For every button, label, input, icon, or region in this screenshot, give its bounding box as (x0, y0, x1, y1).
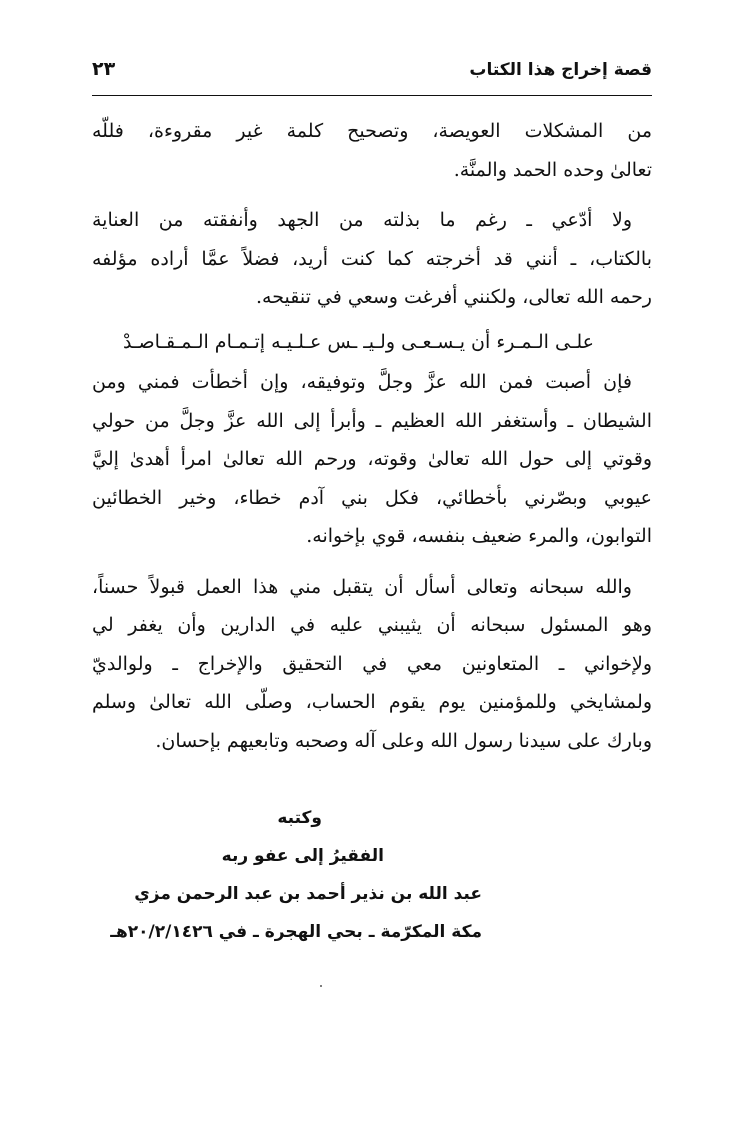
body-text (92, 112, 652, 772)
text-line: التوابون، والمرء ضعيف بنفسه، قوي بإخوانه. (306, 525, 652, 547)
text-line: ولا أدّعي ـ رغم ما بذلته من الجهد وأنفقته من العناية (92, 209, 632, 231)
signature-wrote: وكتبه (277, 808, 322, 828)
text-line: بالكتاب، ـ أنني قد أخرجته كما كنت أريد، فضلاً عمَّا أراده مؤلفه (92, 247, 652, 270)
signature-author-name: عبد الله بن نذير أحمد بن عبد الرحمن مزي (134, 884, 482, 904)
text-line: وقوتي إلى حول الله تعالىٰ وقوته، ورحم الله تعالىٰ امرأ أهدىٰ إليَّ (92, 448, 652, 470)
text-line: تعالىٰ وحده الحمد والمنَّة. (453, 158, 652, 181)
text-line: ولمشايخي وللمؤمنين يوم يقوم الحساب، وصلّى الله تعالىٰ وسلم (92, 691, 652, 713)
paragraph (92, 201, 652, 317)
text-line: عيوبي وبصّرني بأخطائي، فكل بني آدم خطاء، وخير الخطائين (92, 486, 652, 509)
text-line: رحمه الله تعالى، ولكنني أفرغت وسعي في تنقيحه. (256, 286, 652, 308)
signature-place-date: مكة المكرّمة ـ بحي الهجرة ـ في ٢٠/٢/١٤٢٦هـ (110, 922, 482, 942)
running-header-title: قصة إخراج هذا الكتاب (469, 60, 652, 80)
paragraph (92, 363, 652, 556)
ink-speck (320, 985, 322, 987)
running-header (92, 52, 652, 92)
header-rule (92, 95, 652, 96)
text-line: ولإخواني ـ المتعاونين معي في التحقيق والإخراج ـ ولوالديّ (92, 652, 652, 675)
paragraph (92, 112, 652, 189)
poetry-verse: علـى الـمـرء أن يـسـعـى ولـيـ ـس عـلـيـه إتـمـام الـمـقـاصـدْ (122, 330, 594, 353)
text-line: من المشكلات العويصة، وتصحيح كلمة غير مقروءة، فللّه (92, 120, 652, 142)
text-line: فإن أصبت فمن الله عزَّ وجلَّ وتوفيقه، وإن أخطأت فمني ومن (92, 371, 632, 393)
text-line: وهو المسئول سبحانه أن يثيبني عليه في الدارين وأن يغفر لي (92, 614, 652, 636)
text-line: وبارك على سيدنا رسول الله وعلى آله وصحبه وتابعيهم بإحسان. (155, 729, 652, 752)
paragraph (92, 568, 652, 761)
page-number: ٢٣ (92, 58, 116, 80)
text-line: والله سبحانه وتعالى أسأل أن يتقبل مني هذا العمل قبولاً حسناً، (92, 575, 632, 598)
signature-humble: الفقيرُ إلى عفو ربه (221, 846, 384, 866)
text-line: الشيطان ـ وأستغفر الله العظيم ـ وأبرأ إلى الله عزَّ وجلَّ من حولي (92, 409, 652, 432)
